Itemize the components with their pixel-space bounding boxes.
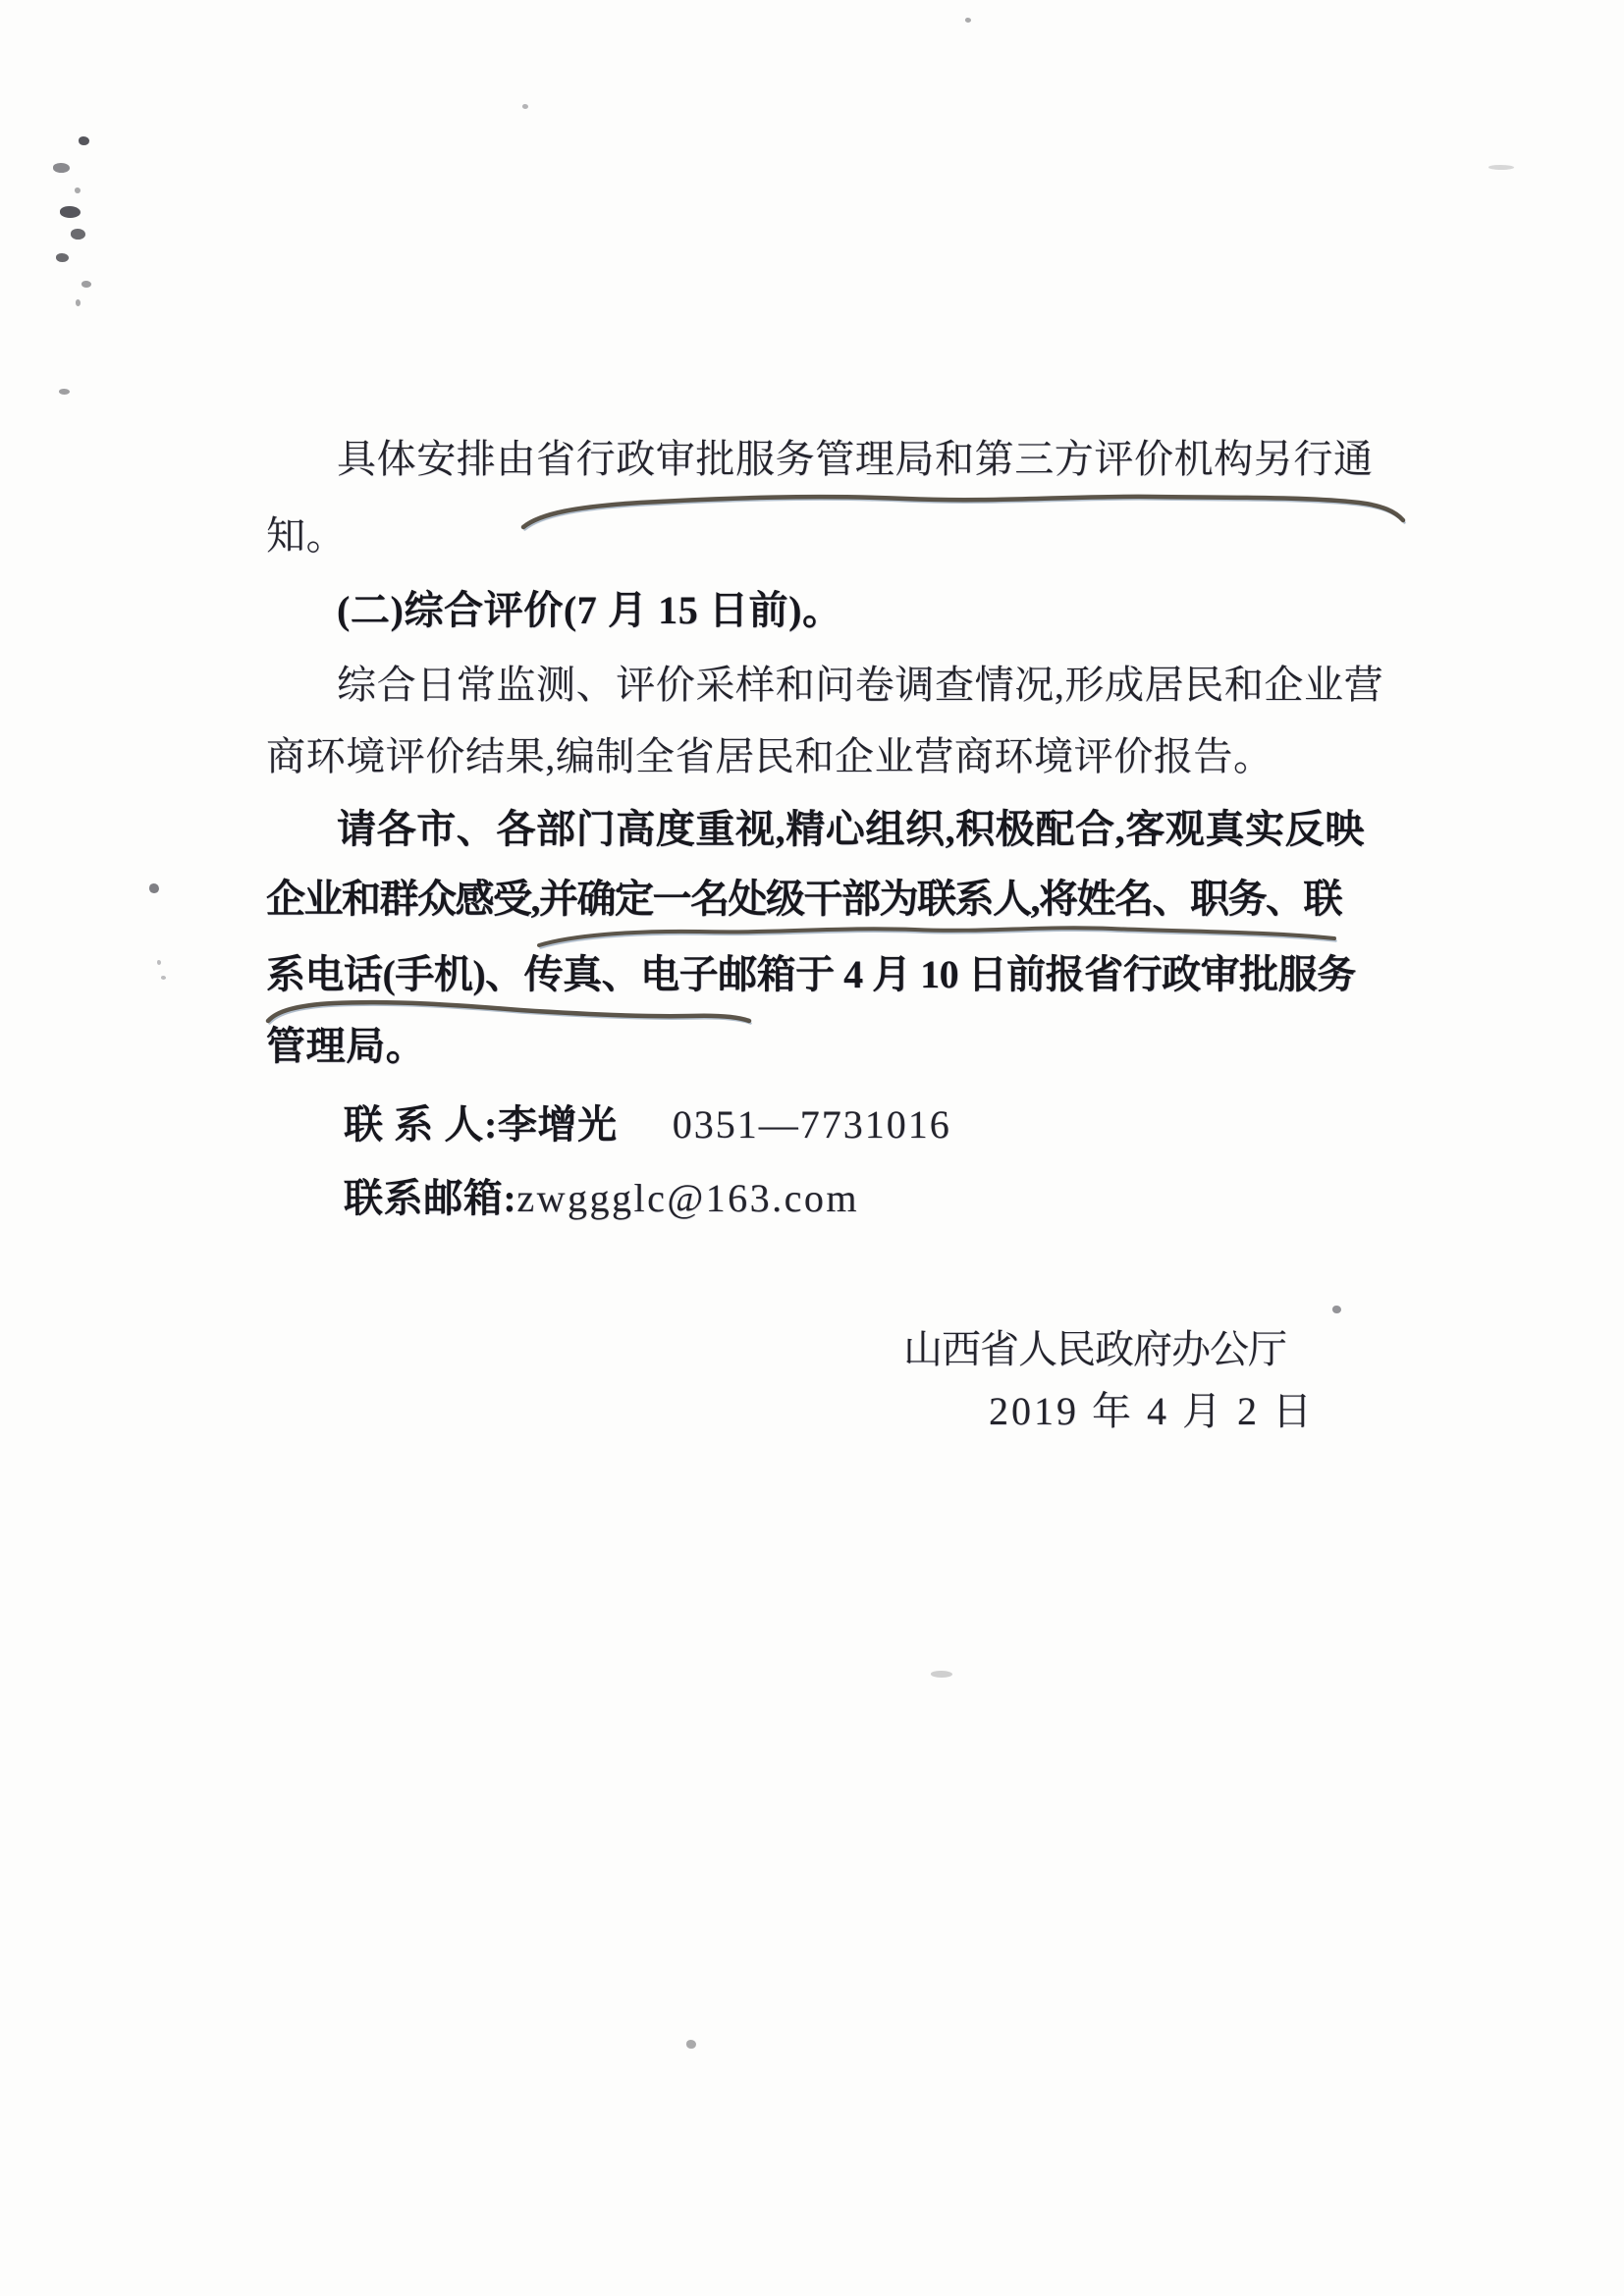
para1-line2: 知。: [266, 513, 347, 558]
scan-speck: [79, 136, 89, 145]
scan-speck: [71, 229, 85, 240]
para3-line4: 管理局。: [266, 1024, 426, 1068]
scan-speck: [1332, 1306, 1341, 1313]
para1-line1: 具体安排由省行政审批服务管理局和第三方评价机构另行通: [337, 437, 1374, 481]
pen-underline-3: [268, 1002, 749, 1021]
scan-speck: [56, 253, 69, 262]
contact-email-label: 联系邮箱:: [344, 1176, 517, 1220]
scan-speck: [1489, 165, 1514, 170]
scan-speck: [81, 281, 91, 288]
scan-speck: [965, 18, 971, 23]
pen-underline-2-fringe: [541, 931, 1336, 948]
para3-line1: 请各市、各部门高度重视,精心组织,积极配合,客观真实反映: [337, 807, 1365, 851]
para2-line2: 商环境评价结果,编制全省居民和企业营商环境评价报告。: [266, 734, 1273, 778]
scan-speck: [60, 206, 81, 218]
para3-line2: 企业和群众感受,并确定一名处级干部为联系人,将姓名、职务、联: [266, 877, 1341, 921]
pen-underline-3-fringe: [270, 1005, 751, 1024]
scan-speck: [75, 187, 81, 193]
scan-speck: [161, 976, 166, 980]
scan-speck: [53, 163, 70, 173]
pen-underline-1-fringe: [525, 499, 1405, 529]
scan-speck: [522, 104, 528, 109]
scan-speck: [76, 299, 81, 306]
signature-date: 2019 年 4 月 2 日: [989, 1389, 1315, 1433]
scan-speck: [157, 960, 161, 965]
para2-line1: 综合日常监测、评价采样和问卷调查情况,形成居民和企业营: [337, 663, 1384, 707]
pen-underline-2: [539, 928, 1334, 945]
contact-person-name: 李增光: [497, 1102, 618, 1147]
scan-speck: [931, 1671, 952, 1678]
contact-email-value: zwggglc@163.com: [516, 1176, 860, 1220]
section-heading: (二)综合评价(7 月 15 日前)。: [337, 588, 842, 632]
scan-speck: [59, 389, 70, 395]
contact-email-line: [344, 1176, 859, 1221]
contact-phone: 0351—7731016: [672, 1102, 951, 1147]
signature-issuer: 山西省人民政府办公厅: [903, 1327, 1286, 1371]
scan-speck: [149, 883, 159, 893]
contact-person-line: [344, 1102, 951, 1148]
contact-person-label: 联 系 人:: [344, 1102, 498, 1147]
pen-underline-1: [523, 497, 1403, 527]
para3-line3: 系电话(手机)、传真、电子邮箱于 4 月 10 日前报省行政审批服务: [266, 952, 1356, 996]
scan-speck: [686, 2040, 696, 2049]
